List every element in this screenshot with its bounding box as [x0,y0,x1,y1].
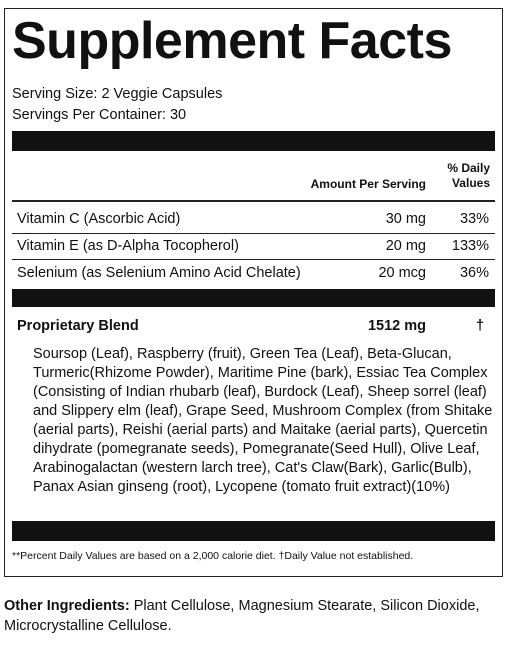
amount-per-serving-header: Amount Per Serving [310,177,426,191]
nutrient-name: Vitamin C (Ascorbic Acid) [17,211,181,227]
nutrient-amount: 20 mcg [378,265,426,281]
thick-divider-top [12,131,495,151]
thick-divider-middle [12,289,495,307]
proprietary-blend-dagger: † [476,318,485,334]
proprietary-blend-name: Proprietary Blend [17,318,139,334]
other-ingredients [4,596,504,636]
other-ingredients-label: Other Ingredients: [4,598,130,614]
nutrient-name: Vitamin E (as D-Alpha Tocopherol) [17,238,239,254]
header-divider [12,200,495,202]
daily-value-header [430,161,490,191]
row-divider [12,233,495,234]
panel-title: Supplement Facts [12,12,452,70]
nutrient-amount: 30 mg [385,211,426,227]
nutrient-amount: 20 mg [385,238,426,254]
proprietary-blend-amount: 1512 mg [367,318,426,334]
proprietary-blend-ingredients: Soursop (Leaf), Raspberry (fruit), Green Tea (Leaf), Beta-Glucan, Turmeric(Rhizome Powder), Maritime Pine (bark), Essiac Tea Complex (Consisting of Indian rhubarb (leaf), Burdock (Leaf), Sheep sorrel (leaf) and Slippery elm (leaf), Grape Seed, Mushroom Complex (from Shitake (aerial parts), Reishi (aerial parts) and Maitake (aerial parts), Quercetin dihydrate (pomegranate seeds), Pomegranate(Seed Hull), Olive Leaf, Arabinogalactan (western larch tree), Cat's Claw(Bark), Garlic(Bulb), Panax Asian ginseng (root), Lycopene (tomato fruit extract)(10%) [33,346,493,495]
thick-divider-bottom [12,521,495,541]
nutrient-name: Selenium (as Selenium Amino Acid Chelate) [17,265,301,281]
row-divider [12,259,495,260]
nutrient-daily-value: 133% [451,238,489,254]
servings-per-container: Servings Per Container: 30 [12,107,187,123]
other-ingredients-text: Plant Cellulose, Magnesium Stearate, Silicon Dioxide, Microcrystalline Cellulose. [4,598,480,634]
daily-value-header-line2: Values [451,176,490,190]
serving-size: Serving Size: 2 Veggie Capsules [12,86,223,102]
daily-value-footnote: **Percent Daily Values are based on a 2,000 calorie diet. †Daily Value not established. [12,550,414,562]
nutrient-daily-value: 33% [459,211,489,227]
nutrient-daily-value: 36% [459,265,489,281]
daily-value-header-line1: % Daily [447,161,490,175]
